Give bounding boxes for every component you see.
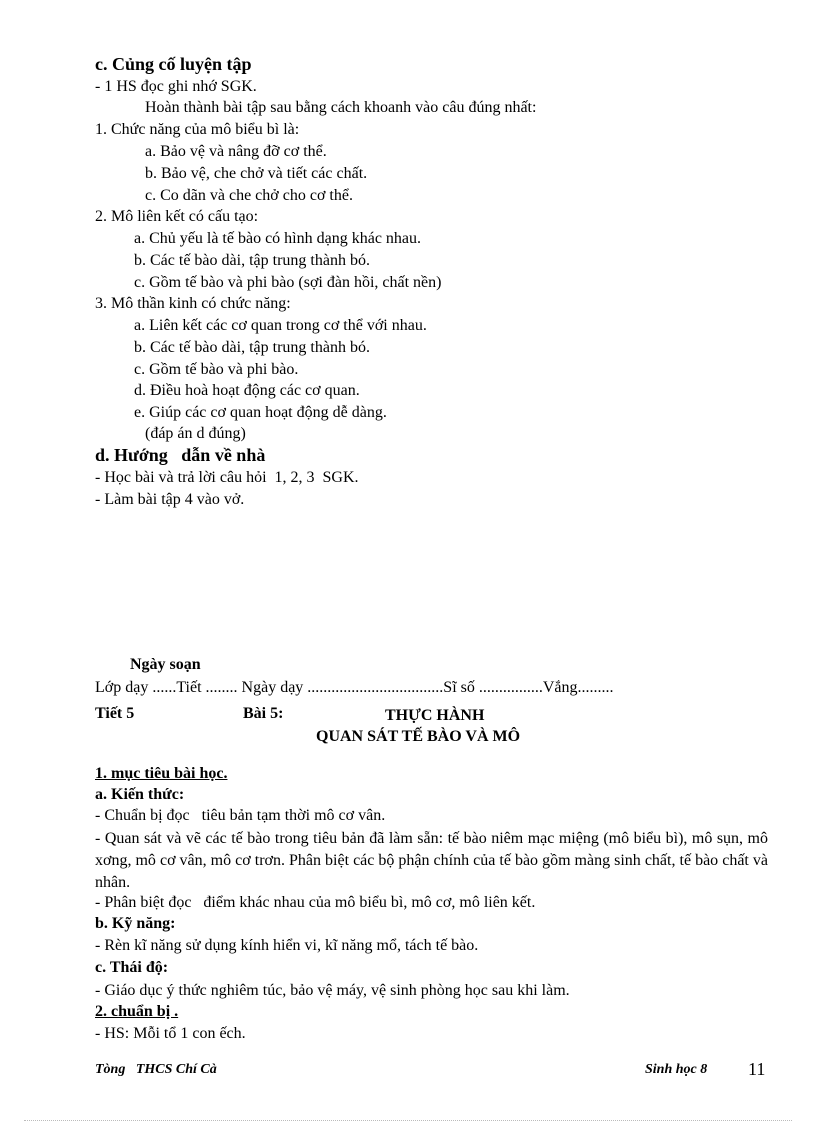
objectives-heading: 1. mục tiêu bài học.	[95, 765, 228, 782]
question-2-option-b: b. Các tế bào dài, tập trung thành bó.	[134, 252, 370, 269]
question-3-option-e: e. Giúp các cơ quan hoạt động dễ dàng.	[134, 404, 387, 421]
knowledge-heading: a. Kiến thức:	[95, 786, 185, 803]
question-1-option-a: a. Bảo vệ và nâng đỡ cơ thể.	[145, 143, 327, 160]
question-2-option-c: c. Gồm tế bào và phi bào (sợi đàn hồi, chất nền)	[134, 274, 442, 291]
lesson-title-line-1: THỰC HÀNH	[385, 707, 485, 724]
question-1-option-c: c. Co dãn và che chở cho cơ thể.	[145, 187, 353, 204]
footer-school: Tòng THCS Chí Cà	[95, 1062, 217, 1077]
section-d-line-2: - Làm bài tập 4 vào vở.	[95, 491, 245, 508]
section-c-line-1: - 1 HS đọc ghi nhớ SGK.	[95, 78, 257, 95]
page-bottom-divider	[24, 1120, 792, 1121]
section-d-heading: d. Hướng dẫn về nhà	[95, 445, 266, 465]
question-3-option-d: d. Điều hoà hoạt động các cơ quan.	[134, 382, 360, 399]
ngay-soan-label: Ngày soạn	[130, 656, 201, 673]
skills-line-1: - Rèn kĩ năng sử dụng kính hiển vi, kĩ năng mổ, tách tế bào.	[95, 937, 479, 954]
question-3: 3. Mô thần kinh có chức năng:	[95, 295, 291, 312]
question-3-option-a: a. Liên kết các cơ quan trong cơ thể với nhau.	[134, 317, 427, 334]
question-2: 2. Mô liên kết có cấu tạo:	[95, 208, 259, 225]
section-c-heading: c. Củng cố luyện tập	[95, 54, 252, 74]
class-info-line: Lớp dạy ......Tiết ........ Ngày dạy ..................................Sĩ số ................Vắng.........	[95, 679, 614, 696]
footer-subject: Sinh học 8	[645, 1062, 708, 1077]
preparation-heading: 2. chuẩn bị .	[95, 1003, 179, 1020]
lesson-number: Bài 5:	[243, 705, 284, 722]
attitude-heading: c. Thái độ:	[95, 959, 169, 976]
knowledge-line-2: - Quan sát và vẽ các tế bào trong tiêu bản đã làm sẵn: tế bào niêm mạc miệng (mô biểu bì), mô sụn, mô xơng, mô cơ vân, mô cơ trơn. Phân biệt các bộ phận chính của tế bào gồm màng sinh chất, tế bào chất và nhân.	[95, 830, 768, 891]
skills-heading: b. Kỹ năng:	[95, 915, 176, 932]
question-3-option-b: b. Các tế bào dài, tập trung thành bó.	[134, 339, 370, 356]
page-number: 11	[748, 1059, 766, 1079]
knowledge-line-1: - Chuẩn bị đọc tiêu bản tạm thời mô cơ vân.	[95, 807, 386, 824]
section-c-instruction: Hoàn thành bài tập sau bằng cách khoanh vào câu đúng nhất:	[145, 99, 537, 116]
lesson-period: Tiết 5	[95, 705, 135, 722]
lesson-title-line-2: QUAN SÁT TẾ BÀO VÀ MÔ	[316, 728, 521, 745]
question-1: 1. Chức năng của mô biểu bì là:	[95, 121, 300, 138]
section-d-line-1: - Học bài và trả lời câu hỏi 1, 2, 3 SGK.	[95, 469, 359, 486]
question-3-option-c: c. Gồm tế bào và phi bào.	[134, 361, 299, 378]
knowledge-line-3: - Phân biệt đọc điểm khác nhau của mô biểu bì, mô cơ, mô liên kết.	[95, 894, 536, 911]
attitude-line-1: - Giáo dục ý thức nghiêm túc, bảo vệ máy, vệ sinh phòng học sau khi làm.	[95, 982, 570, 999]
question-1-option-b: b. Bảo vệ, che chở và tiết các chất.	[145, 165, 368, 182]
question-3-answer: (đáp án d đúng)	[145, 425, 246, 442]
question-2-option-a: a. Chủ yếu là tế bào có hình dạng khác nhau.	[134, 230, 422, 247]
preparation-line-1: - HS: Mỗi tổ 1 con ếch.	[95, 1025, 246, 1042]
